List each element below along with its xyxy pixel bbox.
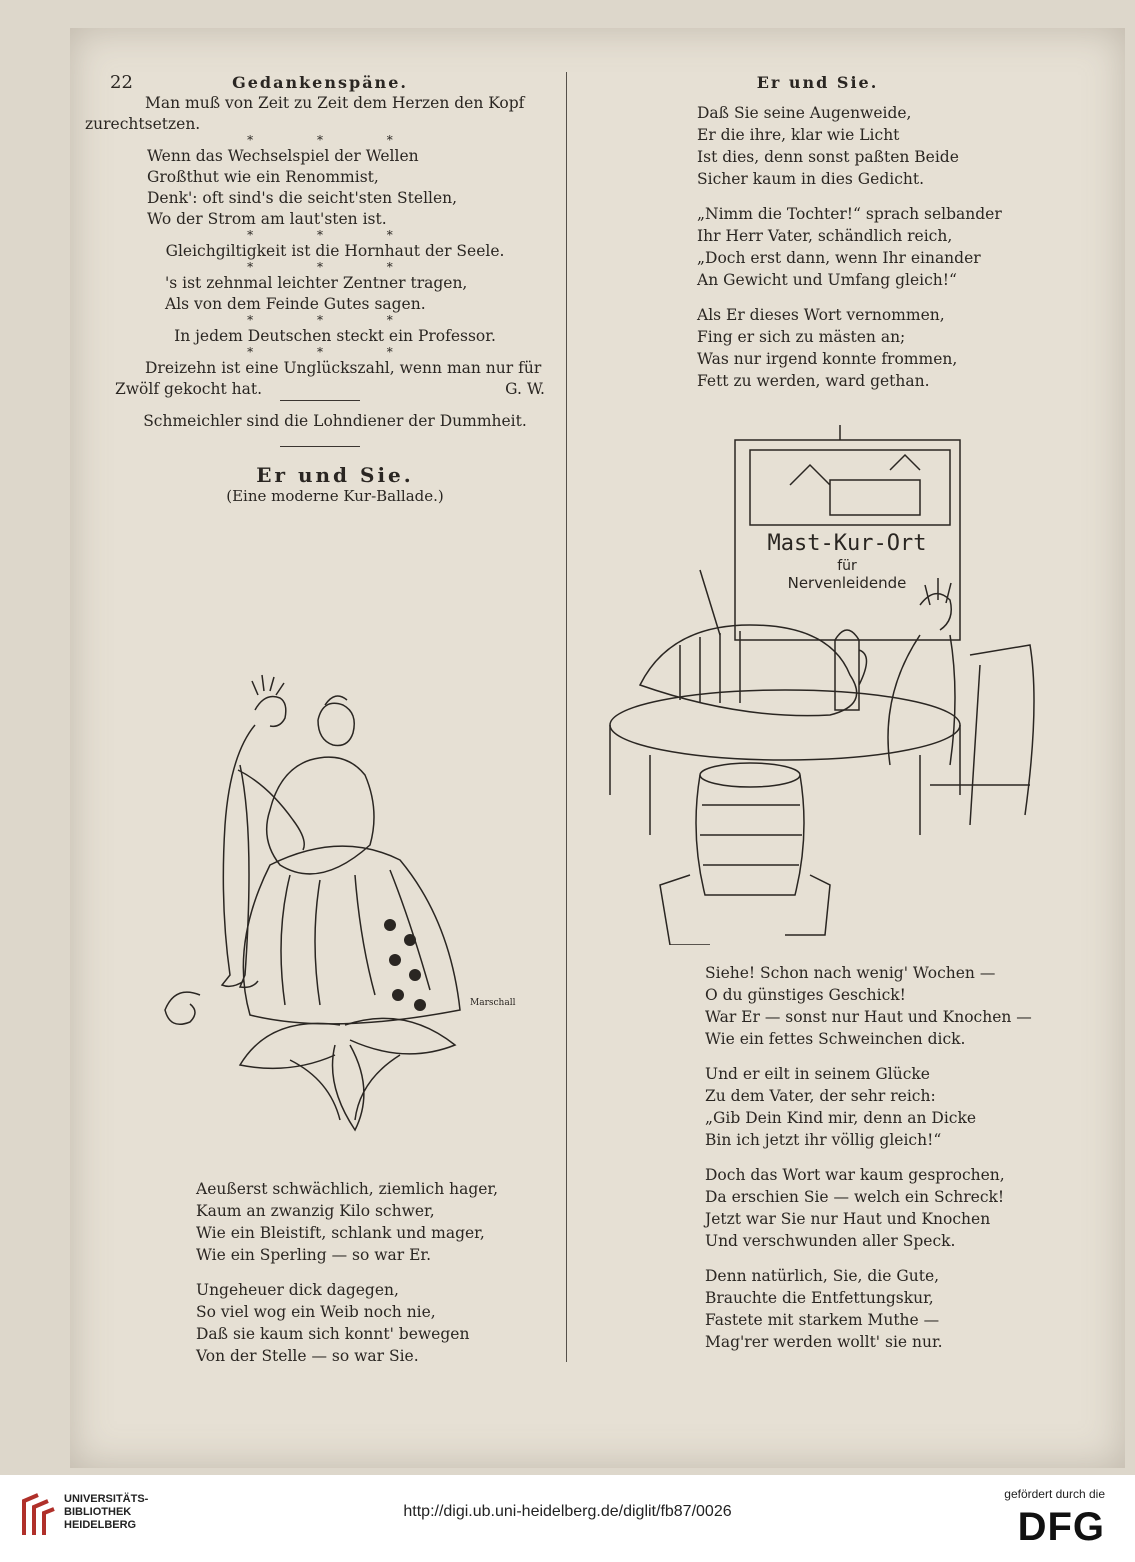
poem-line: Er die ihre, klar wie Licht bbox=[697, 126, 900, 144]
poem-title: Er und Sie. bbox=[256, 463, 414, 487]
separator-stars: * * * bbox=[247, 133, 423, 147]
poem-line: Daß sie kaum sich konnt' bewegen bbox=[196, 1325, 470, 1343]
chair bbox=[930, 645, 1034, 825]
poem-line: Und er eilt in seinem Glücke bbox=[705, 1065, 930, 1083]
permalink-url[interactable]: http://digi.ub.uni-heidelberg.de/diglit/fb87/0026 bbox=[403, 1503, 732, 1520]
poem-line: Ist dies, denn sonst paßten Beide bbox=[697, 148, 959, 166]
poem-line: Was nur irgend konnte frommen, bbox=[697, 350, 958, 368]
poem-line: Wie ein Sperling — so war Er. bbox=[196, 1246, 432, 1264]
university-line: BIBLIOTHEK bbox=[64, 1506, 132, 1518]
right-heading: Er und Sie. bbox=[756, 73, 879, 92]
poem-line: So viel wog ein Weib noch nie, bbox=[196, 1303, 436, 1321]
poem-line: Ihr Herr Vater, schändlich reich, bbox=[697, 227, 953, 245]
poem-line: Doch das Wort war kaum gesprochen, bbox=[705, 1166, 1005, 1184]
poem-line: Fastete mit starkem Muthe — bbox=[705, 1311, 940, 1329]
stanza bbox=[196, 1279, 498, 1367]
sign-text-line-1: Mast-Kur-Ort bbox=[767, 531, 927, 556]
aphorism-4-line-2: Zwölf gekocht hat. bbox=[115, 380, 263, 398]
verse-line: Denk': oft sind's die seicht'sten Stellen, bbox=[147, 189, 458, 207]
right-poem-bottom bbox=[705, 962, 1032, 1366]
poem-line: Jetzt war Sie nur Haut und Knochen bbox=[705, 1210, 991, 1228]
table-top bbox=[610, 690, 960, 760]
beer-stein bbox=[835, 630, 867, 710]
poem-line: Daß Sie seine Augenweide, bbox=[697, 104, 912, 122]
poem-line: O du günstiges Geschick! bbox=[705, 986, 906, 1004]
poem-line: Fing er sich zu mästen an; bbox=[697, 328, 906, 346]
poem-line: War Er — sonst nur Haut und Knochen — bbox=[705, 1008, 1032, 1026]
verse-line: Als von dem Feinde Gutes sagen. bbox=[165, 295, 426, 313]
sign-text-line-3: Nervenleidende bbox=[787, 574, 907, 592]
poem-line: Fett zu werden, ward gethan. bbox=[697, 372, 930, 390]
left-heading: Gedankenspäne. bbox=[232, 73, 408, 92]
stanza bbox=[705, 1265, 1032, 1353]
poem-line: Und verschwunden aller Speck. bbox=[705, 1232, 956, 1250]
aphorism-1-line-1: Man muß von Zeit zu Zeit dem Herzen den Kopf bbox=[145, 94, 525, 112]
aphorism-5: Schmeichler sind die Lohndiener der Dummheit. bbox=[143, 412, 527, 430]
verse-line: Wenn das Wechselspiel der Wellen bbox=[147, 147, 419, 165]
stanza bbox=[697, 102, 1002, 190]
footer-bar bbox=[0, 1475, 1135, 1562]
aphorism-4-line-1: Dreizehn ist eine Unglückszahl, wenn man nur für bbox=[145, 359, 542, 377]
stanza bbox=[705, 1063, 1032, 1151]
verse-2 bbox=[85, 273, 555, 315]
man-head bbox=[255, 697, 286, 727]
separator-stars: * * * bbox=[247, 313, 423, 327]
poem-line: Aeußerst schwächlich, ziemlich hager, bbox=[196, 1180, 499, 1198]
poem-line: Siehe! Schon nach wenig' Wochen — bbox=[705, 964, 996, 982]
poem-line: Sicher kaum in dies Gedicht. bbox=[697, 170, 925, 188]
funding-label: gefördert durch die bbox=[1004, 1487, 1105, 1501]
illustration-signature: Marschall bbox=[470, 998, 516, 1008]
aphorism-4-line-2-row bbox=[85, 379, 555, 400]
illustration-spa bbox=[590, 425, 1040, 945]
poem-line: Kaum an zwanzig Kilo schwer, bbox=[196, 1202, 435, 1220]
woman-head bbox=[318, 703, 354, 745]
page-number: 22 bbox=[110, 72, 133, 93]
roast-pig bbox=[640, 625, 857, 716]
woman-skirt bbox=[243, 846, 460, 1024]
aphorism-1-line-2: zurechtsetzen. bbox=[85, 115, 201, 133]
poem-line: Wie ein fettes Schweinchen dick. bbox=[705, 1030, 966, 1048]
stanza bbox=[697, 304, 1002, 392]
stanza bbox=[705, 962, 1032, 1050]
column-divider bbox=[566, 72, 567, 1362]
separator-stars: * * * bbox=[247, 345, 423, 359]
poem-line: Brauchte die Entfettungskur, bbox=[705, 1289, 934, 1307]
poem-line: Da erschien Sie — welch ein Schreck! bbox=[705, 1188, 1005, 1206]
flower-ornament bbox=[240, 1018, 455, 1130]
poem-line: Bin ich jetzt ihr völlig gleich!“ bbox=[705, 1131, 942, 1149]
university-line: UNIVERSITÄTS- bbox=[64, 1493, 149, 1505]
divider-rule bbox=[280, 446, 360, 447]
poem-line: Wie ein Bleistift, schlank und mager, bbox=[196, 1224, 485, 1242]
verse-line: Großthut wie ein Renommist, bbox=[147, 168, 379, 186]
poem-line: Ungeheuer dick dagegen, bbox=[196, 1281, 399, 1299]
poem-line: Von der Stelle — so war Sie. bbox=[196, 1347, 419, 1365]
separator-stars: * * * bbox=[247, 228, 423, 242]
university-line: HEIDELBERG bbox=[64, 1519, 137, 1531]
poem-line: „Nimm die Tochter!“ sprach selbander bbox=[697, 205, 1002, 223]
verse-line: Wo der Strom am laut'sten ist. bbox=[147, 210, 387, 228]
poem-line: An Gewicht und Umfang gleich!“ bbox=[697, 271, 957, 289]
verse-1 bbox=[85, 146, 555, 230]
right-poem-top bbox=[697, 102, 1002, 405]
illustration-couple bbox=[140, 665, 540, 1155]
stanza bbox=[705, 1164, 1032, 1252]
signature: G. W. bbox=[505, 380, 545, 398]
left-poem bbox=[196, 1178, 498, 1380]
verse-line: 's ist zehnmal leichter Zentner tragen, bbox=[165, 274, 468, 292]
divider-rule bbox=[280, 400, 360, 401]
poem-line: „Gib Dein Kind mir, denn an Dicke bbox=[705, 1109, 977, 1127]
stanza bbox=[697, 203, 1002, 291]
poem-line: Mag'rer werden wollt' sie nur. bbox=[705, 1333, 943, 1351]
barrel bbox=[700, 763, 800, 787]
man-body bbox=[222, 725, 258, 987]
dfg-logo[interactable]: DFG bbox=[1017, 1505, 1105, 1549]
stanza bbox=[196, 1178, 498, 1266]
aphorism-2: Gleichgiltigkeit ist die Hornhaut der Seele. bbox=[165, 242, 505, 260]
fat-man-head bbox=[920, 578, 951, 630]
right-column bbox=[590, 72, 1045, 93]
poem-line: Zu dem Vater, der sehr reich: bbox=[705, 1087, 936, 1105]
poem-line: Als Er dieses Wort vernommen, bbox=[697, 306, 945, 324]
poem-line: Denn natürlich, Sie, die Gute, bbox=[705, 1267, 940, 1285]
separator-stars: * * * bbox=[247, 260, 423, 274]
aphorism-3: In jedem Deutschen steckt ein Professor. bbox=[174, 327, 496, 345]
sign-text-line-2: für bbox=[837, 558, 857, 574]
poem-line: „Doch erst dann, wenn Ihr einander bbox=[697, 249, 981, 267]
woman-torso bbox=[267, 757, 374, 874]
poem-subtitle: (Eine moderne Kur-Ballade.) bbox=[226, 487, 444, 505]
left-column bbox=[85, 72, 555, 507]
